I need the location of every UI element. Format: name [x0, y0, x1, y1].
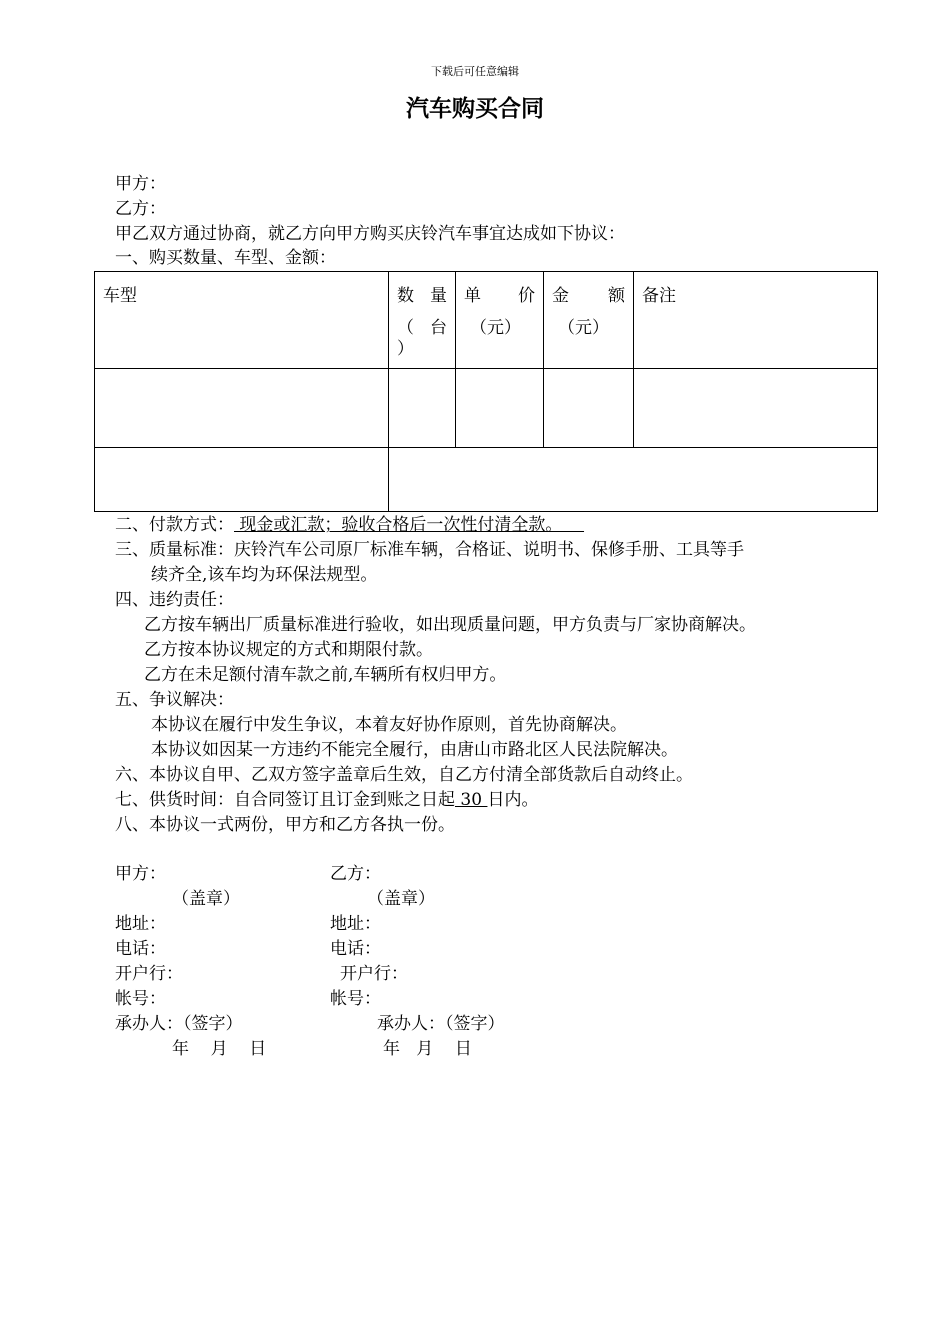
cell-total-label[interactable] [95, 448, 389, 512]
sign-handler-b: 承办人：（签字） [377, 1014, 505, 1034]
header-cell-amount: 金 额 （元） [544, 272, 634, 369]
header-cell-unit-price: 单 价 （元） [456, 272, 544, 369]
sign-bank-a: 开户行： [115, 964, 183, 984]
party-a-line: 甲方： [115, 174, 166, 194]
header-cell-note: 备注 [634, 272, 878, 369]
header-note: 下载后可任意编辑 [431, 65, 519, 78]
section7-line: 七、供货时间：自合同签订且订金到账之日起 30 日内。 [115, 790, 539, 810]
section2-prefix: 二、付款方式： [115, 515, 234, 535]
section1-title: 一、购买数量、车型、金额： [115, 248, 336, 268]
section8-line: 八、本协议一式两份，甲方和乙方各执一份。 [115, 815, 455, 835]
section6-line: 六、本协议自甲、乙双方签字盖章后生效，自乙方付清全部货款后自动终止。 [115, 765, 693, 785]
header-cell-quantity: 数 量 （ 台 ） [389, 272, 456, 369]
section4-item: 乙方在未足额付清车款之前,车辆所有权归甲方。 [144, 665, 507, 685]
payment-method-value: 现金或汇款；验收合格后一次性付清全款。 [234, 515, 585, 535]
cell-quantity-input[interactable] [389, 369, 456, 448]
cell-note-input[interactable] [634, 369, 878, 448]
section3-line1: 三、质量标准：庆铃汽车公司原厂标准车辆，合格证、说明书、保修手册、工具等手 [115, 540, 744, 560]
sign-address-b: 地址： [330, 914, 381, 934]
cell-amount-input[interactable] [544, 369, 634, 448]
cell-total-value[interactable] [389, 448, 878, 512]
sign-address-a: 地址： [115, 914, 166, 934]
table-header-row [95, 272, 878, 369]
section2-line [115, 513, 584, 537]
sign-date-b: 年 月 日 [383, 1039, 472, 1059]
section5-title: 五、争议解决： [115, 690, 234, 710]
section3-line2: 续齐全,该车均为环保法规型。 [151, 565, 378, 585]
sign-account-a: 帐号： [115, 989, 166, 1009]
header-cell-model: 车型 [95, 272, 389, 369]
intro-text: 甲乙双方通过协商，就乙方向甲方购买庆铃汽车事宜达成如下协议： [115, 224, 625, 244]
sign-date-a: 年 月 日 [172, 1039, 267, 1059]
table-row [95, 369, 878, 448]
sign-phone-a: 电话： [115, 939, 166, 959]
cell-unit-price-input[interactable] [456, 369, 544, 448]
sign-bank-b: 开户行： [340, 964, 408, 984]
cell-model-input[interactable] [95, 369, 389, 448]
sign-seal-a: （盖章） [172, 889, 240, 909]
sign-seal-b: （盖章） [367, 889, 435, 909]
section4-item: 乙方按本协议规定的方式和期限付款。 [144, 640, 433, 660]
document-title: 汽车购买合同 [406, 95, 544, 122]
section5-item: 本协议如因某一方违约不能完全履行，由唐山市路北区人民法院解决。 [151, 740, 678, 760]
purchase-table [94, 271, 878, 512]
section4-item: 乙方按车辆出厂质量标准进行验收，如出现质量问题，甲方负责与厂家协商解决。 [144, 615, 756, 635]
sign-party-b: 乙方： [330, 864, 381, 884]
section5-item: 本协议在履行中发生争议，本着友好协作原则，首先协商解决。 [151, 715, 627, 735]
sign-handler-a: 承办人：（签字） [115, 1014, 243, 1034]
sign-account-b: 帐号： [330, 989, 381, 1009]
sign-phone-b: 电话： [330, 939, 381, 959]
delivery-days: 30 [455, 790, 488, 810]
table-total-row [95, 448, 878, 512]
sign-party-a: 甲方： [115, 864, 166, 884]
section4-title: 四、违约责任： [115, 590, 234, 610]
party-b-line: 乙方： [115, 199, 166, 219]
